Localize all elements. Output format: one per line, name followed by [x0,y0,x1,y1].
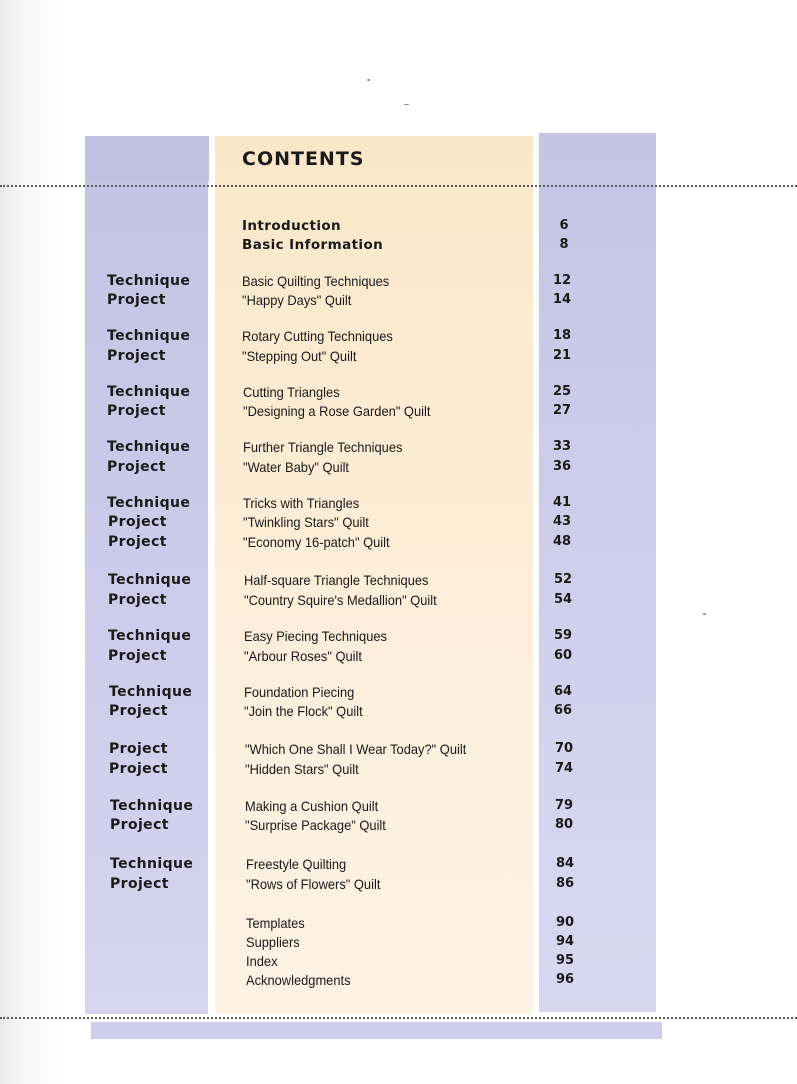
toc-row-entry: Index [246,953,278,969]
toc-row-page-number: 33 [552,439,572,454]
toc-row-entry: Basic Information [242,237,384,253]
toc-row-label: Technique [108,628,192,644]
toc-row-page-number: 70 [554,741,574,756]
toc-row-page-number: 79 [554,798,574,813]
toc-row-label: Technique [107,328,191,344]
toc-row-page-number: 6 [559,218,569,233]
toc-row-label: Project [109,703,168,719]
toc-row-label: Project [107,292,166,308]
toc-row-page-number: 86 [555,876,575,891]
toc-row-entry: Making a Cushion Quilt [245,798,379,814]
toc-row-entry: "Rows of Flowers" Quilt [246,876,381,892]
toc-row-entry: "Surprise Package" Quilt [245,817,386,833]
toc-row-entry: Suppliers [246,934,300,950]
toc-row-page-number: 94 [555,934,575,949]
toc-row-label: Project [109,761,168,777]
toc-row-page-number: 66 [553,703,573,718]
toc-row-label: Technique [109,684,193,700]
toc-row-page-number: 80 [554,817,574,832]
toc-row-page-number: 27 [552,403,572,418]
toc-row-page-number: 59 [553,628,573,643]
toc-row-entry: "Which One Shall I Wear Today?" Quilt [245,741,467,757]
toc-row-entry: Easy Piecing Techniques [244,628,387,644]
toc-row-entry: Templates [246,915,305,931]
top-dotted-rule [0,185,797,187]
toc-row-entry: Basic Quilting Techniques [242,273,390,289]
toc-row-label: Project [107,403,166,419]
toc-row-page-number: 60 [553,648,573,663]
toc-row-page-number: 54 [553,592,573,607]
toc-row-page-number: 52 [553,572,573,587]
page-title: CONTENTS [242,148,365,170]
toc-row-label: Project [107,459,166,475]
toc-row-entry: Rotary Cutting Techniques [242,328,393,344]
toc-row-page-number: 95 [555,953,575,968]
toc-row-label: Project [110,817,169,833]
toc-row-page-number: 74 [554,761,574,776]
toc-row-label: Technique [107,384,191,400]
toc-row-entry: Cutting Triangles [243,384,340,400]
toc-row-label: Project [108,534,167,550]
toc-row-entry: "Hidden Stars" Quilt [245,761,359,777]
toc-row-entry: Introduction [242,218,342,234]
bottom-dotted-rule [0,1017,797,1019]
toc-row-page-number: 12 [552,273,572,288]
toc-row-label: Project [109,741,168,757]
toc-row-entry: Acknowledgments [246,972,351,988]
toc-row-entry: Foundation Piecing [244,684,355,700]
toc-row-entry: "Stepping Out" Quilt [242,348,357,364]
toc-row-page-number: 18 [552,328,572,343]
toc-row-entry: "Happy Days" Quilt [242,292,352,308]
toc-row-page-number: 90 [555,915,575,930]
toc-row-entry: Further Triangle Techniques [243,439,403,455]
toc-row-entry: "Designing a Rose Garden" Quilt [243,403,431,419]
toc-row-label: Project [110,876,169,892]
toc-row-label: Technique [108,572,192,588]
toc-row-label: Technique [107,439,191,455]
toc-row-label: Project [108,592,167,608]
toc-row-page-number: 96 [555,972,575,987]
toc-row-label: Project [108,514,167,530]
toc-row-label: Project [107,348,166,364]
toc-row-label: Technique [110,856,194,872]
toc-row-page-number: 43 [552,514,572,529]
toc-row-page-number: 64 [553,684,573,699]
toc-row-entry: "Economy 16-patch" Quilt [243,534,390,550]
dust-speck [404,104,409,105]
dust-speck [367,79,370,81]
toc-row-page-number: 36 [552,459,572,474]
toc-row-entry: "Arbour Roses" Quilt [244,648,362,664]
dust-speck [703,613,706,615]
toc-row-entry: "Country Squire's Medallion" Quilt [244,592,437,608]
toc-row-page-number: 84 [555,856,575,871]
bottom-bar [91,1022,662,1039]
toc-row-entry: "Join the Flock" Quilt [244,703,363,719]
toc-row-page-number: 41 [552,495,572,510]
toc-row-page-number: 8 [559,237,569,252]
toc-row-label: Technique [107,273,191,289]
toc-row-page-number: 48 [552,534,572,549]
toc-row-page-number: 21 [552,348,572,363]
toc-row-entry: "Water Baby" Quilt [243,459,350,475]
toc-row-label: Project [108,648,167,664]
toc-row-page-number: 25 [552,384,572,399]
toc-row-entry: Freestyle Quilting [246,856,347,872]
toc-row-entry: "Twinkling Stars" Quilt [243,514,369,530]
toc-row-entry: Half-square Triangle Techniques [244,572,429,588]
toc-row-label: Technique [107,495,191,511]
toc-row-label: Technique [110,798,194,814]
toc-row-page-number: 14 [552,292,572,307]
left-header-block [85,136,209,182]
toc-row-entry: Tricks with Triangles [243,495,360,511]
